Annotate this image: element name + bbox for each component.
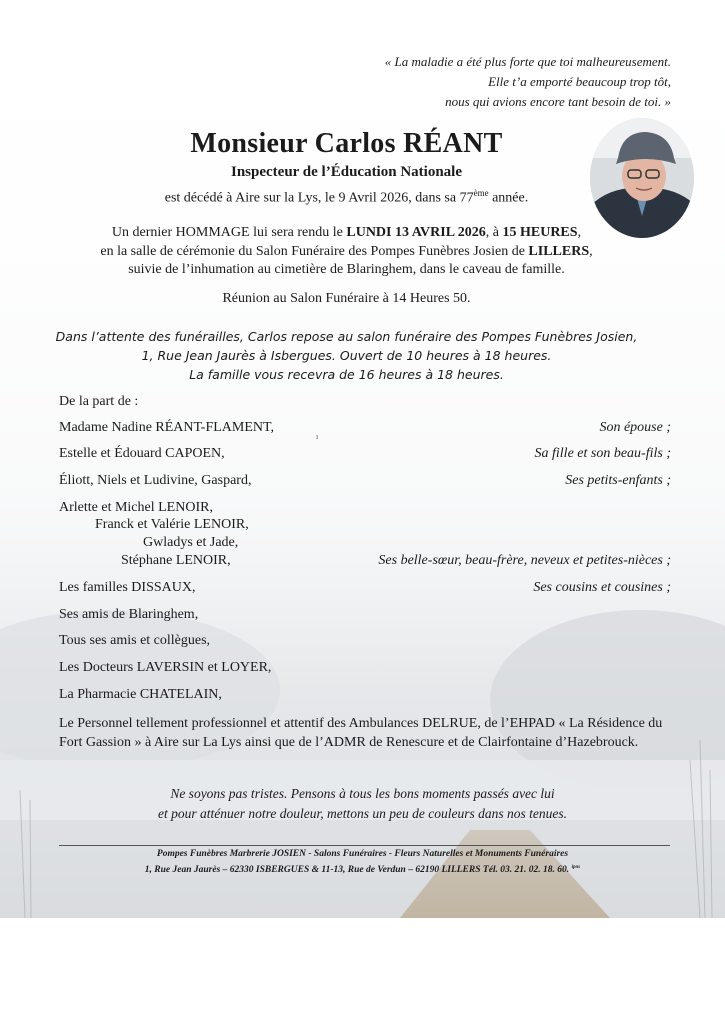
ceremony-town: LILLERS xyxy=(528,243,590,259)
ceremony-date: LUNDI 13 AVRIL 2026 xyxy=(346,225,486,240)
friends-line: Ses amis de Blaringhem, xyxy=(59,607,199,622)
family-name-cousins: Les familles DISSAUX, xyxy=(59,580,196,595)
closing-message xyxy=(0,784,725,823)
viewing-line: 1, Rue Jean Jaurès à Isbergues. Ouvert de 10 heures à 18 heures. xyxy=(141,348,552,363)
pharmacy-line: La Pharmacie CHATELAIN, xyxy=(59,687,222,702)
death-announcement xyxy=(0,188,693,207)
family-relation-children: Sa fille et son beau-fils ; xyxy=(534,446,671,461)
scan-speck: ı xyxy=(316,432,319,441)
family-name-inlaw: Arlette et Michel LENOIR, xyxy=(59,500,213,515)
viewing-line: Dans l’attente des funérailles, Carlos repose au salon funéraire des Pompes Funèbres Josien, xyxy=(55,329,638,344)
family-name-inlaw: Stéphane LENOIR, xyxy=(121,553,231,568)
quote-line: « La maladie a été plus forte que toi malheureusement. xyxy=(384,54,671,69)
family-name-inlaw: Franck et Valérie LENOIR, xyxy=(95,517,249,532)
ceremony-paragraph xyxy=(0,224,693,280)
footer-mark: ipns xyxy=(571,865,581,870)
personnel-thanks: Le Personnel tellement professionnel et attentif des Ambulances DELRUE, de l’EHPAD « La Résidence du Fort Gassion » à Aire sur La Lys ainsi que de l’ADMR de Renescure et de Clairfontaine d’Hazebrouck. xyxy=(59,716,663,750)
friends-line: Tous ses amis et collègues, xyxy=(59,633,211,648)
viewing-notice xyxy=(0,327,693,384)
viewing-line: La famille vous recevra de 16 heures à 18 heures. xyxy=(189,367,504,382)
funeral-home-footer xyxy=(0,848,725,877)
doctors-line: Les Docteurs LAVERSIN et LOYER, xyxy=(59,660,272,675)
family-relation-cousins: Ses cousins et cousines ; xyxy=(533,580,671,595)
death-text-end: année. xyxy=(488,190,529,206)
ceremony-text: , xyxy=(577,225,582,240)
ceremony-time: 15 HEURES xyxy=(502,225,578,240)
reunion-notice: Réunion au Salon Funéraire à 14 Heures 50. xyxy=(222,291,471,306)
death-text: est décédé à Aire sur la Lys, le 9 Avril 2026, dans sa 77 xyxy=(164,190,474,206)
ceremony-text: , à xyxy=(485,225,503,240)
footer-address: 1, Rue Jean Jaurès – 62330 ISBERGUES & 11-13, Rue de Verdun – 62190 LILLERS Tél. 03. 21. 02. 18. 60. xyxy=(144,865,570,876)
ceremony-text: Un dernier HOMMAGE lui sera rendu le xyxy=(111,225,347,240)
family-name-spouse: Madame Nadine RÉANT-FLAMENT, xyxy=(59,420,275,435)
quote-line: Elle t’a emporté beaucoup trop tôt, xyxy=(488,74,671,89)
ceremony-line xyxy=(0,224,693,243)
footer-line xyxy=(0,861,725,877)
deceased-name: Monsieur Carlos RÉANT xyxy=(190,128,503,159)
quote-line: nous qui avions encore tant besoin de toi. » xyxy=(445,94,671,109)
ceremony-line xyxy=(0,243,693,262)
family-name-children: Estelle et Édouard CAPOEN, xyxy=(59,446,225,461)
ceremony-text: , xyxy=(589,243,593,259)
family-name-inlaw: Gwladys et Jade, xyxy=(143,535,239,550)
family-relation-spouse: Son épouse ; xyxy=(599,420,671,435)
closing-line: et pour atténuer notre douleur, mettons un peu de couleurs dans nos tenues. xyxy=(158,805,567,821)
from-label: De la part de : xyxy=(59,394,139,409)
ceremony-line: suivie de l’inhumation au cimetière de Blaringhem, dans le caveau de famille. xyxy=(128,262,565,277)
footer-divider xyxy=(59,845,670,846)
footer-line: Pompes Funèbres Marbrerie JOSIEN - Salons Funéraires - Fleurs Naturelles et Monuments Funéraires xyxy=(156,849,569,859)
ceremony-text: en la salle de cérémonie du Salon Funéraire des Pompes Funèbres Josien de xyxy=(100,243,529,259)
family-relation-inlaws: Ses belle-sœur, beau-frère, neveux et petites-nièces ; xyxy=(378,553,671,568)
family-relation-grandchildren: Ses petits-enfants ; xyxy=(565,473,671,488)
deceased-title: Inspecteur de l’Éducation Nationale xyxy=(231,164,462,180)
opening-quote xyxy=(385,52,671,112)
closing-line: Ne soyons pas tristes. Pensons à tous les bons moments passés avec lui xyxy=(170,786,555,801)
family-name-grandchildren: Éliott, Niels et Ludivine, Gaspard, xyxy=(59,473,252,488)
death-ordinal: ème xyxy=(473,188,489,198)
